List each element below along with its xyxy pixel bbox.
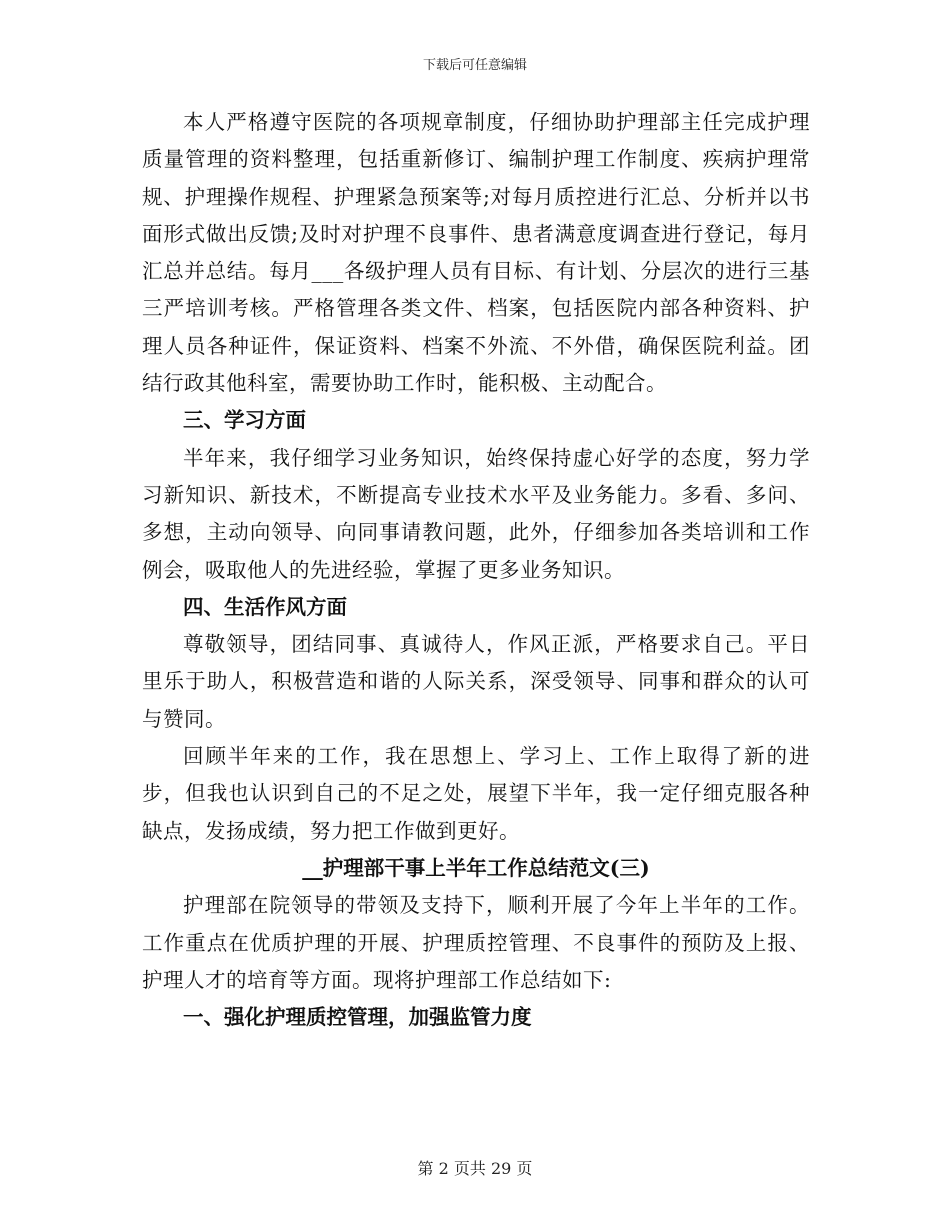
page-header: 下载后可任意编辑 [422,58,527,73]
article-title: __护理部干事上半年工作总结范文(三) [302,855,650,880]
paragraph: 护理部在院领导的带领及支持下，顺利开展了今年上半年的工作。工作重点在优质护理的开展、护理质控管理、不良事件的预防及上报、护理人才的培育等方面。现将护理部工作总结如下: [142,893,810,992]
document-body [142,104,810,1036]
page-footer: 第 2 页共 29 页 [417,1159,533,1178]
paragraph: 回顾半年来的工作，我在思想上、学习上、工作上取得了新的进步，但我也认识到自己的不足之处，展望下半年，我一定仔细克服各种缺点，发扬成绩，努力把工作做到更好。 [142,744,810,843]
section-heading: 一、强化护理质控管理，加强监管力度 [183,1005,532,1030]
section-heading: 三、学习方面 [183,408,306,433]
paragraph: 本人严格遵守医院的各项规章制度，仔细协助护理部主任完成护理质量管理的资料整理，包括重新修订、编制护理工作制度、疾病护理常规、护理操作规程、护理紧急预案等;对每月质控进行汇总、分析并以书面形式做出反馈;及时对护理不良事件、患者满意度调查进行登记，每月汇总并总结。每月___各级护理人员有目标、有计划、分层次的进行三基三严培训考核。严格管理各类文件、档案，包括医院内部各种资料、护理人员各种证件，保证资料、档案不外流、不外借，确保医院利益。团结行政其他科室，需要协助工作时，能积极、主动配合。 [142,110,810,396]
paragraph: 尊敬领导，团结同事、真诚待人，作风正派，严格要求自己。平日里乐于助人，积极营造和谐的人际关系，深受领导、同事和群众的认可与赞同。 [142,632,810,731]
paragraph: 半年来，我仔细学习业务知识，始终保持虚心好学的态度，努力学习新知识、新技术，不断提高专业技术水平及业务能力。多看、多问、多想，主动向领导、向同事请教问题，此外，仔细参加各类培训和工作例会，吸取他人的先进经验，掌握了更多业务知识。 [142,445,810,582]
section-heading: 四、生活作风方面 [183,594,347,619]
